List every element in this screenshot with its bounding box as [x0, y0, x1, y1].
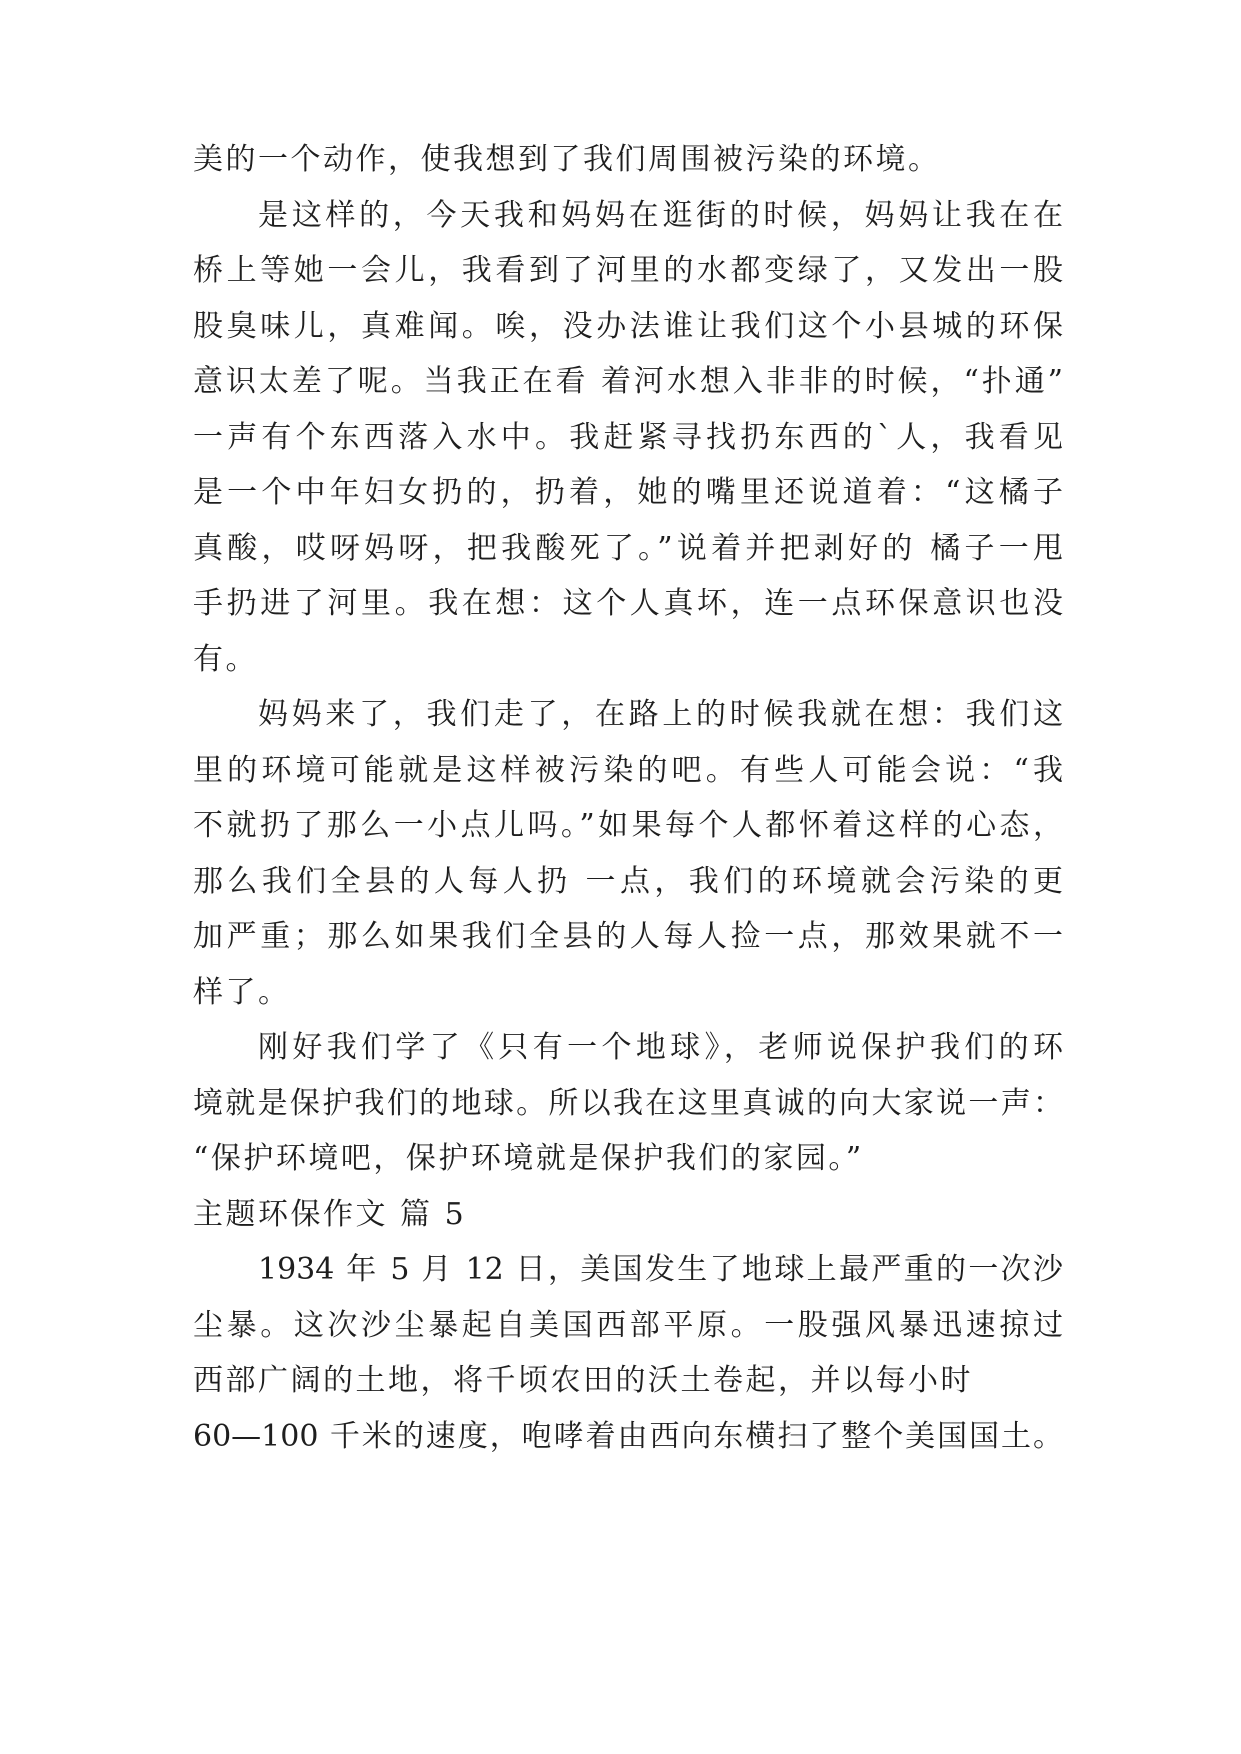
paragraph — [193, 188, 1063, 688]
paragraph-line: 境就是保护我们的地球。所以我在这里真诚的向大家说一声： — [193, 1085, 1063, 1121]
paragraph-line: 一声有个东西落入水中。我赶紧寻找扔东西的`人，我看见 — [193, 419, 1063, 455]
paragraph-line: “保护环境吧，保护环境就是保护我们的家园。” — [193, 1141, 864, 1176]
paragraph-line: 不就扔了那么一小点儿吗。”如果每个人都怀着这样的心态， — [193, 808, 1063, 843]
paragraph-line: 美的一个动作，使我想到了我们周围被污染的环境。 — [193, 142, 941, 177]
paragraph — [193, 1020, 1063, 1187]
paragraph-line: 桥上等她一会儿，我看到了河里的水都变绿了，又发出一股 — [193, 253, 1063, 288]
paragraph-line: 60—100 千米的速度，咆哮着由西向东横扫了整个美国国土。 — [193, 1418, 1063, 1454]
paragraph-line: 那么我们全县的人每人扔 一点，我们的环境就会污染的更 — [193, 863, 1063, 899]
paragraph-line: 妈妈来了，我们走了，在路上的时候我就在想：我们这 — [258, 697, 1063, 732]
paragraph-line: 真酸，哎呀妈呀，把我酸死了。”说着并把剥好的 橘子一甩 — [193, 530, 1063, 566]
paragraph-line: 有。 — [193, 641, 258, 677]
paragraph-line: 样了。 — [193, 974, 291, 1010]
paragraph — [193, 687, 1063, 1020]
paragraph-line: 是这样的，今天我和妈妈在逛街的时候，妈妈让我在在 — [258, 197, 1063, 233]
paragraph-line: 手扔进了河里。我在想：这个人真坏，连一点环保意识也没 — [193, 586, 1063, 621]
paragraph — [193, 132, 1063, 188]
paragraph-line: 意识太差了呢。当我正在看 着河水想入非非的时候，“扑通” — [193, 364, 1063, 399]
document-body — [193, 132, 1063, 1464]
paragraph-line: 是一个中年妇女扔的，扔着，她的嘴里还说道着：“这橘子 — [193, 475, 1063, 510]
paragraph-line: 股臭味儿，真难闻。唉，没办法谁让我们这个小县城的环保 — [193, 308, 1063, 344]
paragraph-line: 西部广阔的土地，将千顷农田的沃土卷起，并以每小时 — [193, 1363, 973, 1398]
paragraph-line: 刚好我们学了《只有一个地球》，老师说保护我们的环 — [258, 1030, 1063, 1065]
paragraph-line: 加严重；那么如果我们全县的人每人捡一点，那效果就不一 — [193, 919, 1063, 954]
paragraph-line: 1934 年 5 月 12 日，美国发生了地球上最严重的一次沙 — [258, 1252, 1063, 1287]
paragraph-line: 尘暴。这次沙尘暴起自美国西部平原。一股强风暴迅速掠过 — [193, 1307, 1063, 1343]
section-heading: 主题环保作文 篇 5 — [193, 1196, 467, 1232]
paragraph-line: 里的环境可能就是这样被污染的吧。有些人可能会说：“我 — [193, 752, 1063, 788]
paragraph — [193, 1242, 1063, 1464]
